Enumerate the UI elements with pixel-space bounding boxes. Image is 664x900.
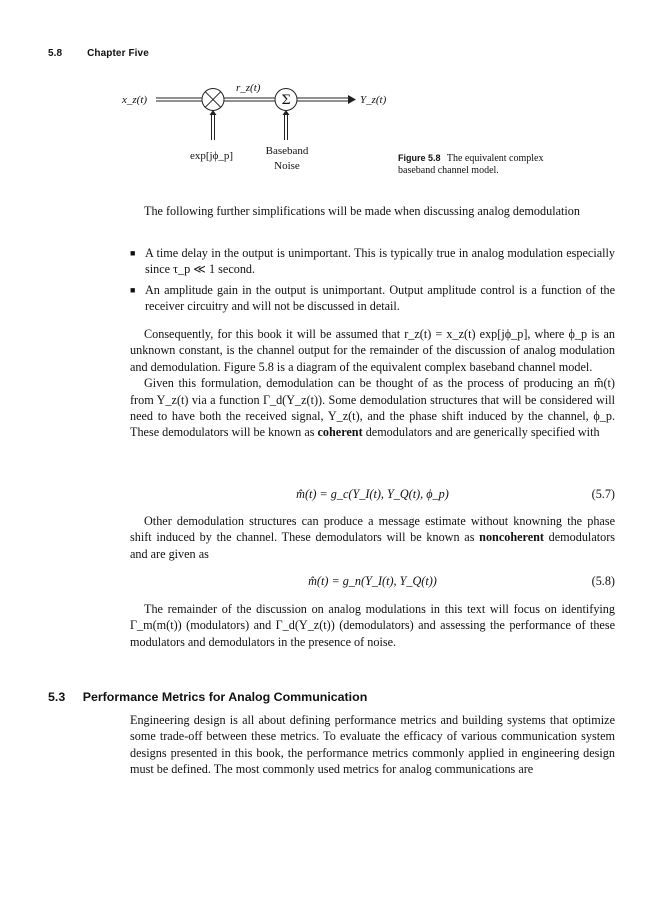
section-number: 5.3 xyxy=(48,690,66,704)
paragraph-3 xyxy=(130,513,615,562)
intro-paragraph xyxy=(130,203,615,219)
paragraph-3-end: demodulators and are given as xyxy=(130,530,616,561)
bullet-icon: ■ xyxy=(130,248,136,258)
list-item xyxy=(128,245,615,278)
bullet-text: An amplitude gain in the output is unimportant. Output amplitude control is a function of the receiver circuitry and will not be discussed in detail. xyxy=(145,282,615,314)
caption-text: The equivalent complex baseband channel model. xyxy=(398,153,544,176)
channel-output-label: r_z(t) xyxy=(236,82,261,94)
paragraph-4: The remainder of the discussion on analog modulations in this text will focus on identifying Γ_m(m(t)) (modulators) and Γ_d(Y_z(t)) (demodulators) and assessing the performance of these modulators and demodulators in the presence of noise. xyxy=(130,602,615,649)
input-signal-line xyxy=(156,98,202,101)
channel-signal-line xyxy=(224,98,275,101)
sum-symbol: Σ xyxy=(281,93,291,108)
chapter-title: Chapter Five xyxy=(87,48,149,59)
noise-input-line xyxy=(285,114,288,140)
bullet-text: A time delay in the output is unimportant. This is typically true in analog modulation especially since τ_p ≪ 1 second. xyxy=(145,246,615,277)
equation-number: (5.8) xyxy=(591,574,615,588)
equation-body: m̂(t) = g_c(Y_I(t), Y_Q(t), ϕ_p) xyxy=(296,487,449,501)
section-paragraph-block xyxy=(130,712,615,778)
equation-5-7 xyxy=(130,487,615,505)
simplification-list xyxy=(128,245,615,319)
section-title: Performance Metrics for Analog Communication xyxy=(82,690,368,704)
phase-arrow-icon xyxy=(210,110,217,115)
section-heading xyxy=(48,690,367,704)
intro-text: The following further simplifications will be made when discussing analog demodulation xyxy=(144,204,580,218)
page-number: 5.8 xyxy=(48,48,63,59)
coherent-term: coherent xyxy=(317,425,363,440)
paragraph-1: Consequently, for this book it will be assumed that r_z(t) = x_z(t) exp[jϕ_p], where ϕ_p is an unknown constant, is the channel output for the remainder of the discussion of analog modulation and demodulation. Figure 5.8 is a diagram of the equivalent complex baseband channel model. xyxy=(130,327,615,374)
input-label: x_z(t) xyxy=(122,94,148,106)
output-label: Y_z(t) xyxy=(360,94,387,106)
bullet-icon: ■ xyxy=(130,284,136,295)
paragraph-2-text: Given this formulation, demodulation can be thought of as the process of producing an m̂(t) from Y_z(t) via a function Γ_d(Y_z(t)). Some demodulation structures that will be considered will need to have both the received signal, Y_z(t), and the phase shift induced by the channel, ϕ_p. These demodulators will be known as xyxy=(130,376,615,440)
equation-body: m̂(t) = g_n(Y_I(t), Y_Q(t)) xyxy=(308,574,437,588)
paragraph-3-text: Other demodulation structures can produce a message estimate without knowning the phase shift induced by the channel. These demodulators will be known as xyxy=(130,514,615,545)
output-signal-line xyxy=(297,98,348,101)
noise-label-line1: Baseband xyxy=(265,145,309,157)
output-arrow-icon xyxy=(348,95,356,104)
caption-number: Figure 5.8 xyxy=(398,153,441,163)
running-header xyxy=(48,48,149,59)
noise-label xyxy=(262,145,312,172)
phase-input-line xyxy=(212,114,215,140)
equation-number: (5.7) xyxy=(591,487,615,501)
phase-label: exp[jϕ_p] xyxy=(190,150,234,162)
paragraph-2-end: demodulators and are generically specified with xyxy=(365,425,600,440)
noncoherent-term: noncoherent xyxy=(479,530,544,545)
paragraph-4-block xyxy=(130,601,615,650)
channel-model-figure xyxy=(120,78,600,190)
section-paragraph: Engineering design is all about defining performance metrics and building systems that optimize some trade-off between these metrics. To evaluate the efficacy of various communication system designs presented in this book, the performance metrics commonly applied in engineering design must be defined. The most commonly used metrics for analog communications are xyxy=(130,713,615,777)
noise-arrow-icon xyxy=(283,110,290,115)
paragraph-3-block xyxy=(130,513,615,562)
noise-label-line2: Noise xyxy=(274,160,300,172)
body-paragraphs xyxy=(130,326,615,441)
figure-caption xyxy=(398,152,578,177)
paragraph-2 xyxy=(130,375,615,441)
equation-5-8 xyxy=(130,574,615,592)
list-item xyxy=(128,282,615,315)
multiplier-icon xyxy=(202,89,224,111)
